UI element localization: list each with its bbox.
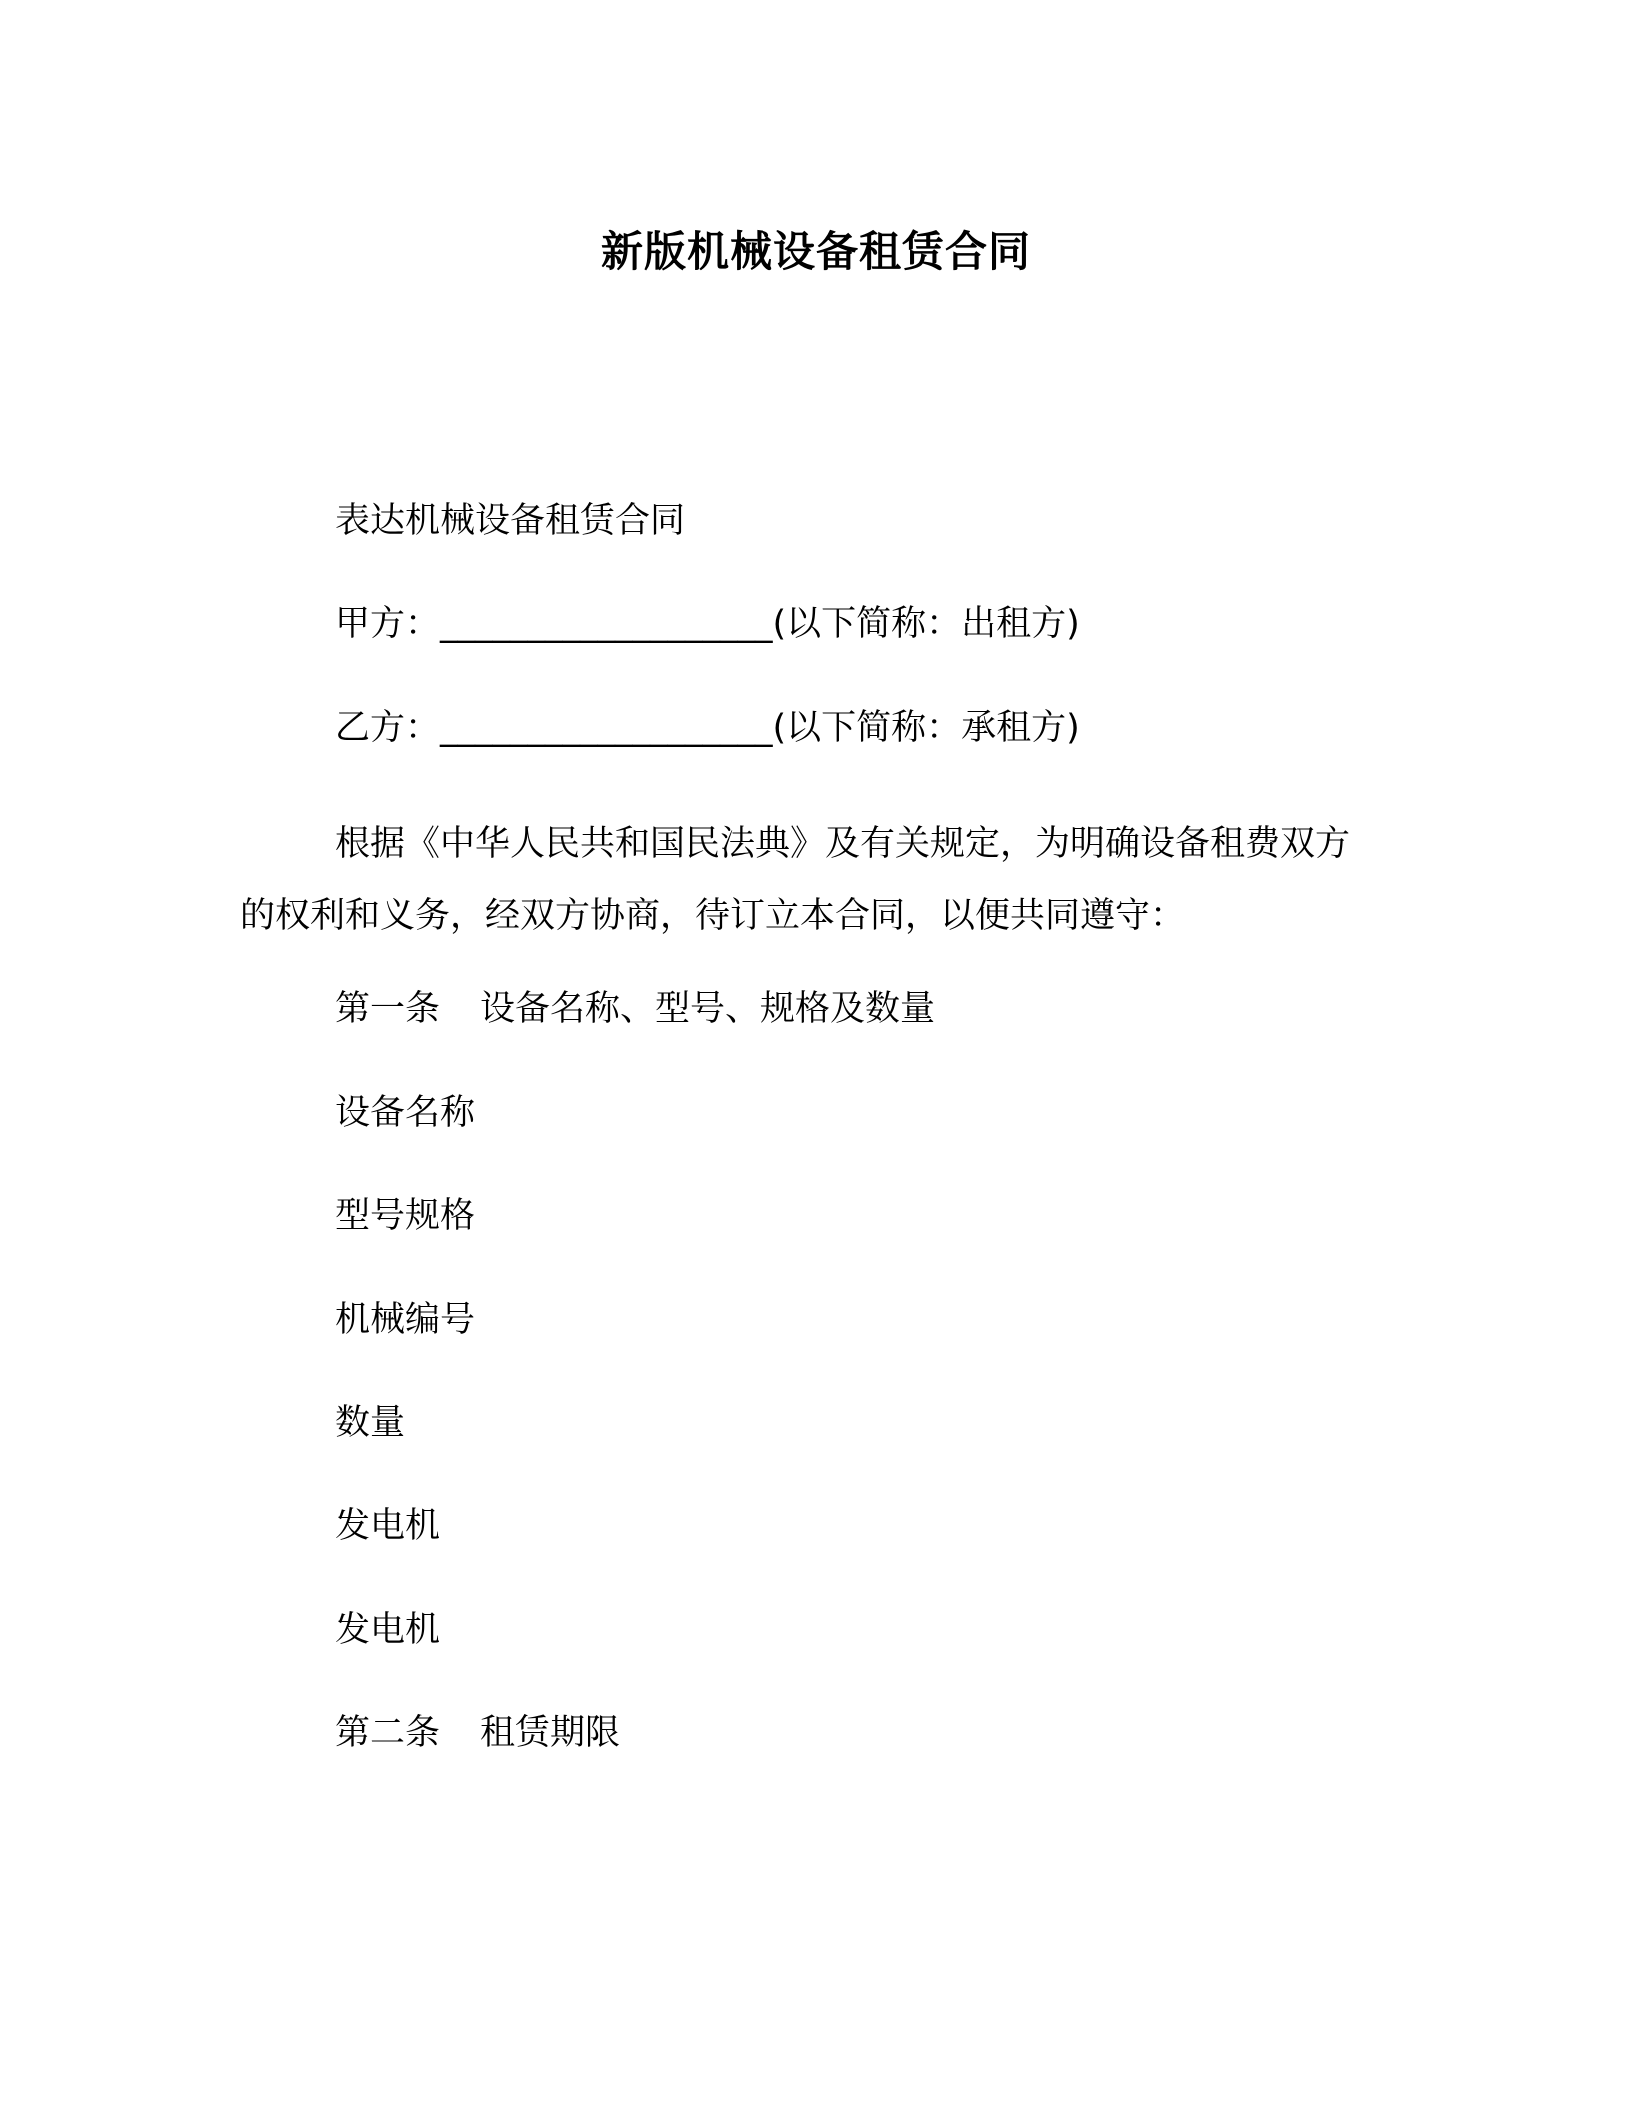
- field-model-spec: 型号规格: [335, 1196, 476, 1236]
- article-2-heading: [335, 1707, 620, 1759]
- field-generator-1: 发电机: [335, 1506, 441, 1546]
- article-1-title: 设备名称、型号、规格及数量: [480, 989, 936, 1029]
- party-a-line: [335, 598, 1080, 650]
- party-b-line: [335, 702, 1080, 754]
- article-2-number: 第二条: [335, 1713, 441, 1753]
- article-1-heading: [335, 983, 935, 1035]
- article-1-number: 第一条: [335, 989, 441, 1029]
- field-equipment-name: 设备名称: [335, 1093, 476, 1133]
- party-a-blank: ___________________: [440, 604, 773, 644]
- document-title: 新版机械设备租赁合同: [600, 227, 1031, 276]
- party-b-label: 乙方：: [335, 708, 441, 748]
- party-b-blank: ___________________: [440, 708, 773, 748]
- preamble-paragraph: 根据《中华人民共和国民法典》及有关规定，为明确设备租费双方的权利和义务，经双方协商，待订立本合同，以便共同遵守：: [240, 824, 1351, 936]
- party-b-note: (以下简称：承租方): [772, 708, 1080, 748]
- field-quantity: 数量: [335, 1403, 406, 1443]
- party-a-note: (以下简称：出租方): [772, 604, 1080, 644]
- field-machine-number: 机械编号: [335, 1300, 476, 1340]
- party-a-label: 甲方：: [335, 604, 441, 644]
- field-generator-2: 发电机: [335, 1610, 441, 1650]
- document-subtitle: 表达机械设备租赁合同: [335, 501, 686, 541]
- article-2-title: 租赁期限: [480, 1713, 621, 1753]
